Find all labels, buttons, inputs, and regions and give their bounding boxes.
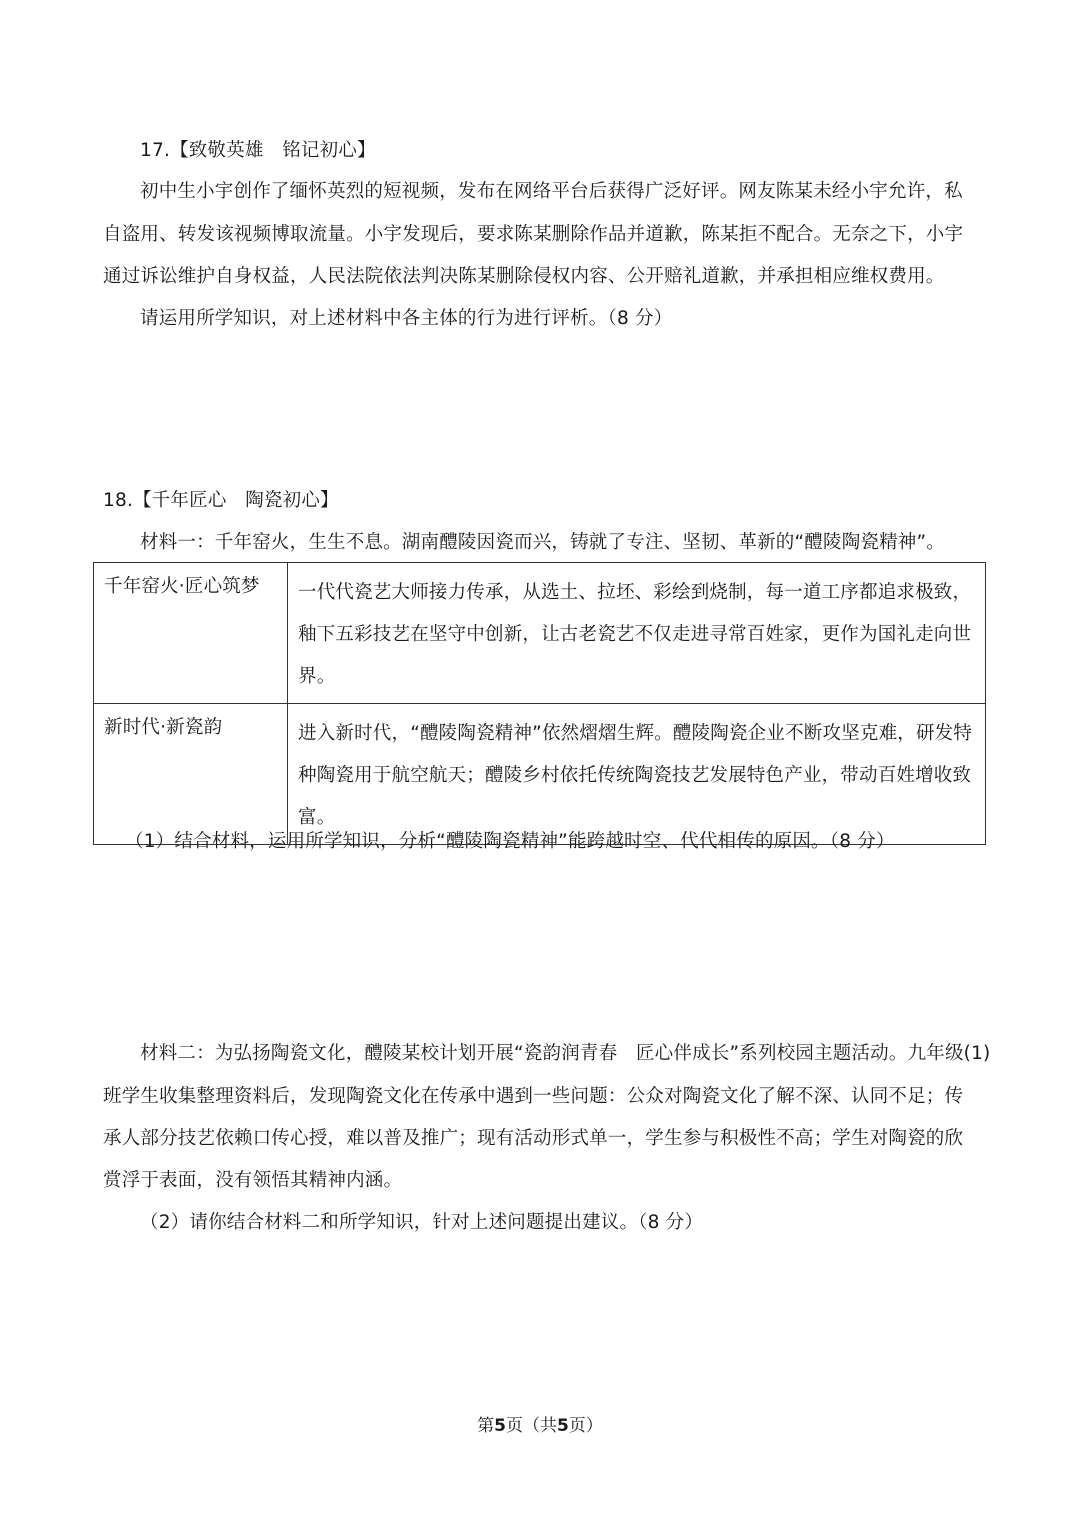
q18-material2-line: 赏浮于表面，没有领悟其精神内涵。 bbox=[103, 1170, 403, 1191]
q18-question2: （2）请你结合材料二和所学知识，针对上述问题提出建议。（8 分） bbox=[140, 1212, 704, 1233]
page-footer bbox=[0, 1414, 1080, 1438]
q18-material1-intro: 材料一：千年窑火，生生不息。湖南醴陵因瓷而兴，铸就了专注、坚韧、革新的“醴陵陶瓷精神”。 bbox=[140, 532, 945, 553]
table-content-line: 一代代瓷艺大师接力传承，从选土、拉坯、彩绘到烧制，每一道工序都追求极致， bbox=[298, 582, 972, 603]
table-row-content bbox=[288, 704, 986, 845]
footer-prefix: 第 bbox=[477, 1416, 495, 1436]
q18-title: 18.【千年匠心 陶瓷初心】 bbox=[103, 490, 339, 511]
material1-table bbox=[93, 562, 986, 845]
table-row-label: 千年窑火·匠心筑梦 bbox=[94, 563, 288, 704]
table-row-label: 新时代·新瓷韵 bbox=[94, 704, 288, 845]
q17-body-line: 自盗用、转发该视频博取流量。小宇发现后，要求陈某删除作品并道歉，陈某拒不配合。无奈之下，小宇 bbox=[103, 224, 964, 245]
footer-middle: 页（共 bbox=[506, 1416, 557, 1436]
table-row bbox=[94, 563, 986, 704]
table-content-line: 釉下五彩技艺在坚守中创新，让古老瓷艺不仅走进寻常百姓家，更作为国礼走向世 bbox=[298, 624, 972, 645]
table-content-line: 进入新时代，“醴陵陶瓷精神”依然熠熠生辉。醴陵陶瓷企业不断攻坚克难，研发特 bbox=[298, 723, 973, 744]
q18-question1: （1）结合材料，运用所学知识，分析“醴陵陶瓷精神”能跨越时空、代代相传的原因。（8 分） bbox=[125, 831, 895, 852]
table-row-content bbox=[288, 563, 986, 704]
table-row bbox=[94, 704, 986, 845]
q18-material2-line: 材料二：为弘扬陶瓷文化，醴陵某校计划开展“瓷韵润青春 匠心伴成长”系列校园主题活动。九年级(1) bbox=[140, 1043, 991, 1064]
footer-page-number: 5 bbox=[494, 1416, 506, 1436]
table-content-line: 界。 bbox=[298, 666, 336, 687]
footer-total-pages: 5 bbox=[557, 1416, 569, 1436]
q17-body-line: 通过诉讼维护自身权益，人民法院依法判决陈某删除侵权内容、公开赔礼道歉，并承担相应维权费用。 bbox=[103, 266, 945, 287]
q18-material2-line: 承人部分技艺依赖口传心授，难以普及推广；现有活动形式单一，学生参与积极性不高；学生对陶瓷的欣 bbox=[103, 1128, 964, 1149]
footer-suffix: 页） bbox=[568, 1416, 603, 1436]
q17-question: 请运用所学知识，对上述材料中各主体的行为进行评析。（8 分） bbox=[140, 308, 673, 329]
table-content-line: 种陶瓷用于航空航天；醴陵乡村依托传统陶瓷技艺发展特色产业，带动百姓增收致 bbox=[298, 765, 972, 786]
q17-title: 17.【致敬英雄 铭记初心】 bbox=[140, 140, 376, 161]
q18-material2-line: 班学生收集整理资料后，发现陶瓷文化在传承中遇到一些问题：公众对陶瓷文化了解不深、认同不足；传 bbox=[103, 1086, 964, 1107]
table-content-line: 富。 bbox=[298, 807, 336, 828]
q17-body-line: 初中生小宇创作了缅怀英烈的短视频，发布在网络平台后获得广泛好评。网友陈某未经小宇允许，私 bbox=[140, 181, 963, 202]
